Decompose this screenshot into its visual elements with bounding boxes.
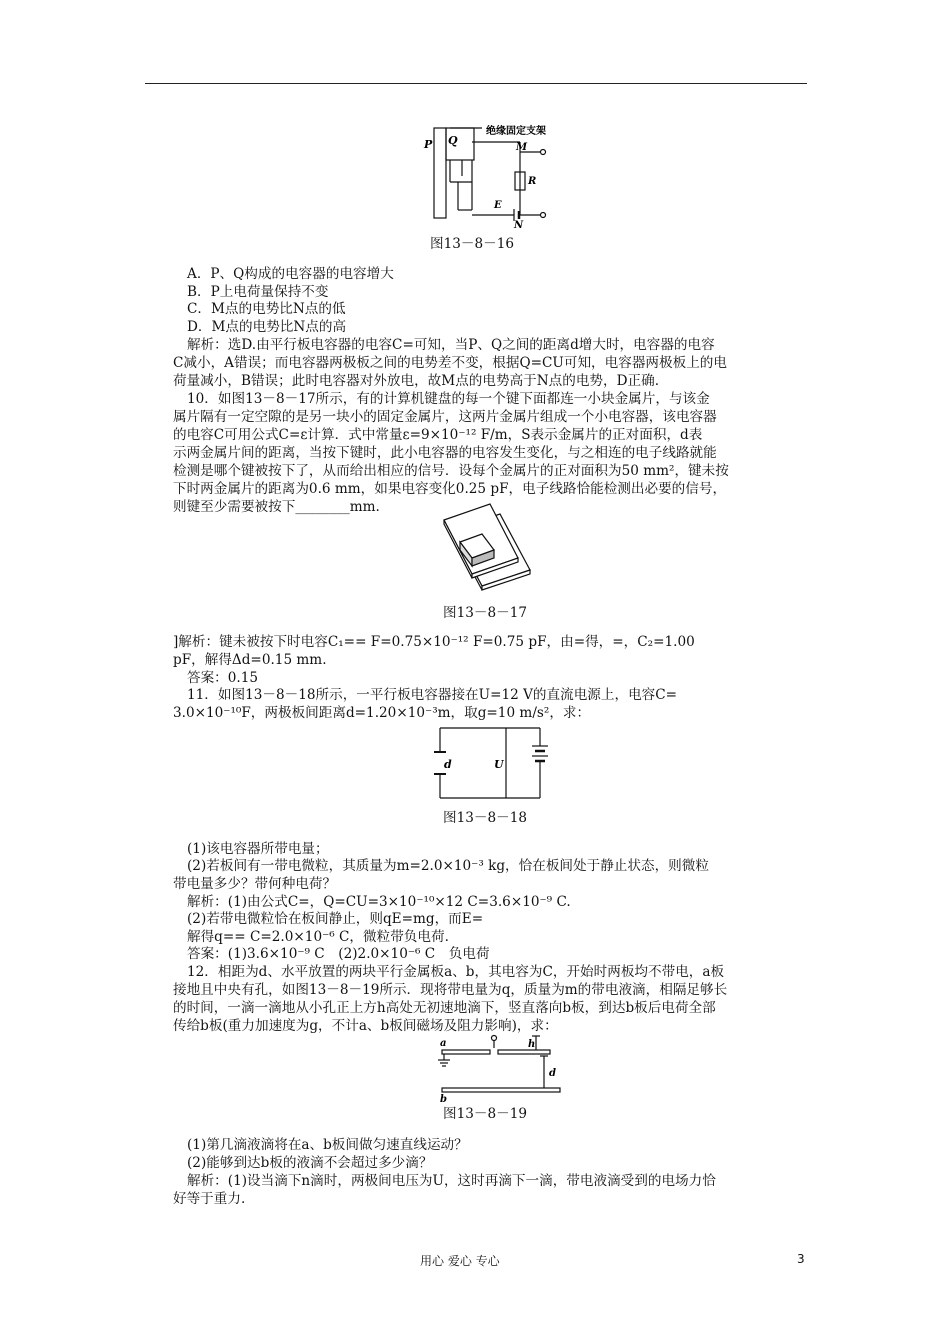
text-line: C减小，A错误；而电容器两极板之间的电势差不变，根据Q=CU可知，电容器两极板上的电: [173, 355, 727, 371]
text-line: 解析：(1)设当滴下n滴时，两极间电压为U，这时再滴下一滴，带电液滴受到的电场力恰: [187, 1173, 716, 1189]
figure-13-8-18: [430, 718, 550, 808]
footer-text: 用心 爱心 专心: [420, 1254, 500, 1268]
text-line: 则键至少需要被按下________mm.: [173, 499, 380, 515]
text-line: 12．相距为d、水平放置的两块平行金属板a、b，其电容为C，开始时两板均不带电，a板: [187, 964, 725, 980]
text-line: 传给b板(重力加速度为g，不计a、b板间磁场及阻力影响)，求：: [173, 1018, 558, 1034]
text-line: (1)该电容器所带电量；: [187, 841, 329, 857]
text-line: D．M点的电势比N点的高: [187, 319, 347, 335]
figure-13-8-19: [432, 1034, 562, 1102]
label-d: d: [549, 1068, 556, 1079]
label-b: b: [440, 1094, 447, 1102]
text-line: ]解析：键未被按下时电容C₁== F=0.75×10⁻¹² F=0.75 pF，由=得，=，C₂=1.00: [173, 634, 695, 650]
text-line: 10．如图13－8－17所示，有的计算机键盘的每一个键下面都连一小块金属片，与该金: [187, 391, 710, 407]
text-line: (2)若板间有一带电微粒，其质量为m=2.0×10⁻³ kg，恰在板间处于静止状态，则微粒: [187, 858, 709, 874]
label-U: U: [494, 758, 504, 771]
figure-caption-19: 图13－8－19: [443, 1106, 528, 1122]
text-line: 示两金属片间的距离，当按下键时，此小电容器的电容发生变化，与之相连的电子线路就能: [173, 445, 717, 461]
text-line: pF，解得Δd=0.15 mm.: [173, 652, 327, 668]
text-line: 的时间，一滴一滴地从小孔正上方h高处无初速地滴下，竖直落向b板，到达b板后电荷全部: [173, 1000, 716, 1016]
text-line: 检测是哪个键被按下了，从而给出相应的信号．设每个金属片的正对面积为50 mm²，键未按: [173, 463, 729, 479]
text-line: 解析：选D.由平行板电容器的电容C=可知，当P、Q之间的距离d增大时，电容器的电容: [187, 337, 715, 353]
label-a: a: [440, 1038, 447, 1049]
text-line: 属片隔有一定空隙的是另一块小的固定金属片，这两片金属片组成一个小电容器，该电容器: [173, 409, 717, 425]
figure-caption-18: 图13－8－18: [443, 810, 528, 826]
figure-13-8-16: [410, 120, 560, 230]
text-line: B．P上电荷量保持不变: [187, 284, 329, 300]
label-h: h: [528, 1039, 536, 1050]
label-R: R: [528, 176, 537, 187]
label-d: d: [444, 758, 452, 771]
text-line: 好等于重力.: [173, 1191, 246, 1207]
label-P: P: [424, 138, 433, 151]
text-line: (2)能够到达b板的液滴不会超过多少滴？: [187, 1155, 433, 1171]
text-line: C．M点的电势比N点的低: [187, 301, 346, 317]
text-line: 答案：0.15: [187, 670, 259, 686]
label-Q: Q: [448, 134, 458, 147]
text-line: 接地且中央有孔，如图13－8－19所示．现将带电量为q，质量为m的带电液滴，相隔足够长: [173, 982, 728, 998]
text-line: 荷量减小，B错误；此时电容器对外放电，故M点的电势高于N点的电势，D正确.: [173, 373, 660, 389]
figure-caption-16: 图13－8－16: [430, 236, 515, 252]
header-rule: [145, 83, 807, 84]
text-line: 解得q== C=2.0×10⁻⁶ C，微粒带负电荷.: [187, 929, 449, 945]
text-line: 解析：(1)由公式C=，Q=CU=3×10⁻¹⁰×12 C=3.6×10⁻⁹ C.: [187, 894, 571, 910]
figure-13-8-17: [430, 500, 540, 600]
text-line: (1)第几滴液滴将在a、b板间做匀速直线运动？: [187, 1137, 468, 1153]
text-line: 11．如图13－8－18所示，一平行板电容器接在U=12 V的直流电源上，电容C=: [187, 687, 678, 703]
label-N: N: [514, 220, 524, 230]
text-line: 3.0×10⁻¹⁰F，两极板间距离d=1.20×10⁻³m，取g=10 m/s²，求：: [173, 705, 591, 721]
page-number: 3: [797, 1252, 805, 1266]
text-line: 的电容C可用公式C=ε计算．式中常量ε=9×10⁻¹² F/m，S表示金属片的正对面积，d表: [173, 427, 703, 443]
label-M: M: [516, 142, 528, 153]
text-line: (2)若带电微粒恰在板间静止，则qE=mg，而E=: [187, 911, 484, 927]
text-line: 带电量多少？带何种电荷？: [173, 876, 337, 892]
text-line: 答案：(1)3.6×10⁻⁹ C (2)2.0×10⁻⁶ C 负电荷: [187, 946, 490, 962]
label-support: 绝缘固定支架: [486, 126, 546, 137]
figure-caption-17: 图13－8－17: [443, 605, 528, 621]
text-line: A．P、Q构成的电容器的电容增大: [187, 266, 394, 282]
label-E: E: [494, 200, 502, 211]
text-line: 下时两金属片的距离为0.6 mm，如果电容变化0.25 pF，电子线路恰能检测出必要的信号，: [173, 481, 727, 497]
